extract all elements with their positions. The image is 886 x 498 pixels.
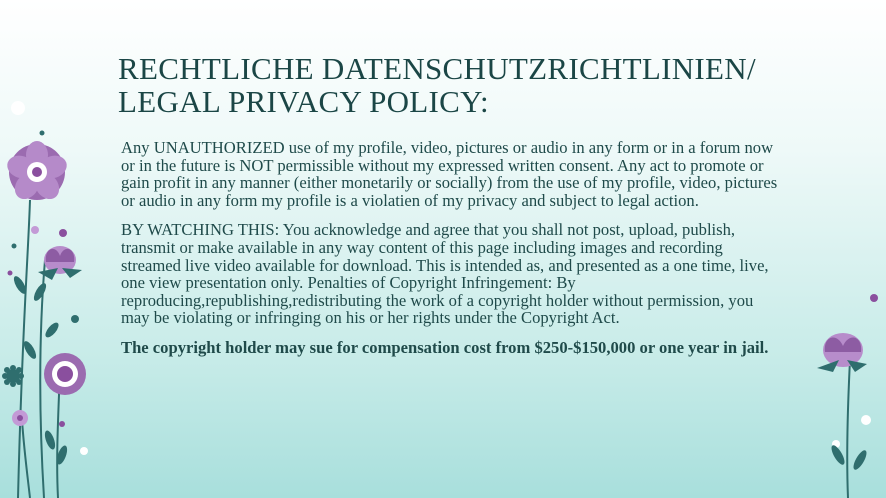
paragraph-by-watching: BY WATCHING THIS: You acknowledge and agree that you shall not post, upload, publish, transmit or make available in any way content of this page including images and recording streamed live video available for download. This is intended as, and presented as a one time, live, one view presentation only. Penalties of Copyright Infringement: By reproducing,republishing,redistributing the work of a copyright holder without permission, you may be violating or infringing on his or her rights under the Copyright Act.	[121, 220, 769, 328]
title-line-german: RECHTLICHE DATENSCHUTZRICHTLINIEN/	[118, 51, 756, 86]
paragraph-penalty: The copyright holder may sue for compensation cost from $250-$150,000 or one year in jail.	[121, 337, 769, 357]
flower-large-icon	[4, 141, 69, 204]
flower-tiny-icon	[12, 410, 28, 426]
flower-small-icon	[44, 353, 86, 395]
title-line-english: LEGAL PRIVACY POLICY:	[118, 84, 489, 119]
page-title	[118, 52, 818, 118]
policy-body	[121, 139, 781, 369]
tulip-flower-right-icon	[817, 333, 867, 372]
leaves-right	[829, 443, 869, 471]
paragraph-unauthorized-use: Any UNAUTHORIZED use of my profile, video, pictures or audio in any form or in a forum now or in the future is NOT permissible without my expressed written consent. Any act to promote or gain profit in any manner (either monetarily or socially) from the use of my profile, video, pictures or audio in any form my profile is a violatien of my privacy and subject to legal action.	[121, 138, 778, 210]
star-flower-icon	[2, 365, 24, 387]
tulip-flower-icon	[38, 246, 82, 280]
